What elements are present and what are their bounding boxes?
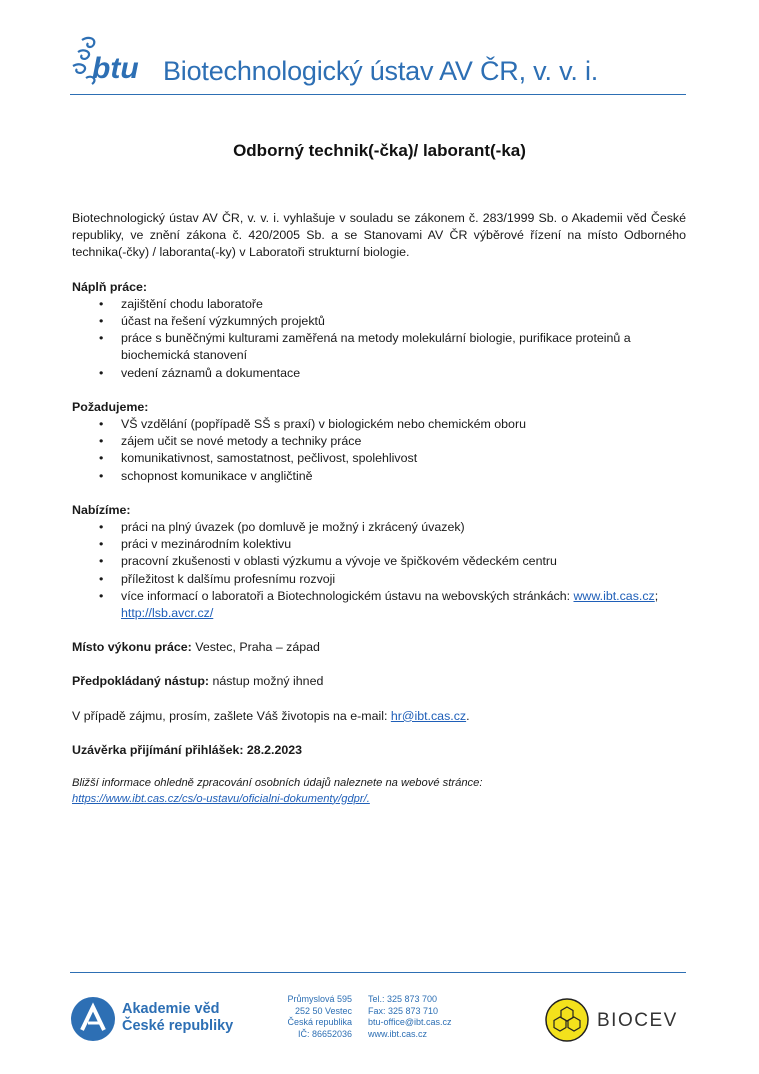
list-item: • schopnost komunikace v angličtině: [99, 468, 313, 483]
list-item: • vedení záznamů a dokumentace: [99, 365, 301, 380]
list-item: • komunikativnost, samostatnost, pečlivost, spolehlivost: [99, 451, 418, 466]
academy-logo-icon: [70, 996, 116, 1042]
list-item: • zajištění chodu laboratoře: [99, 296, 263, 311]
biocev-name: BIOCEV: [597, 1010, 678, 1031]
lsb-website-link[interactable]: http://lsb.avcr.cz/: [121, 606, 214, 621]
section-napln: [72, 279, 686, 382]
section-heading: Náplň práce:: [72, 279, 148, 294]
list-item: • pracovní zkušenosti v oblasti výzkumu a vývoje ve špičkovém vědeckém centru: [99, 554, 557, 569]
pozadujeme-list: [72, 416, 686, 485]
section-heading: Požadujeme:: [72, 399, 149, 414]
page-title: Odborný technik(-čka)/ laborant(-ka): [233, 141, 526, 160]
list-item: • práce s buněčnými kulturami zaměřená na metody molekulární biologie, purifikace proteinů a biochemická stanovení: [99, 331, 631, 363]
email-link[interactable]: hr@ibt.cas.cz: [390, 708, 467, 723]
napln-list: [72, 296, 686, 382]
section-nabizime: [72, 502, 686, 622]
svg-text:btu: btu: [92, 52, 139, 85]
btu-logo-icon: [70, 34, 156, 92]
deadline: Uzávěrka přijímání přihlášek: 28.2.2023: [72, 742, 303, 757]
header: [70, 34, 686, 96]
list-item: • práci v mezinárodním kolektivu: [99, 537, 292, 552]
section-pozadujeme: [72, 399, 686, 485]
place-of-work: Místo výkonu práce: Vestec, Praha – západ: [72, 640, 320, 655]
document-body: [72, 210, 686, 807]
institute-name: Biotechnologický ústav AV ČR, v. v. i.: [163, 56, 599, 86]
ibt-website-link[interactable]: www.ibt.cas.cz: [573, 588, 655, 603]
list-item: • příležitost k dalšímu profesnímu rozvoji: [99, 571, 336, 586]
list-item: • práci na plný úvazek (po domluvě je možný i zkrácený úvazek): [99, 520, 465, 535]
gdpr-note: Bližší informace ohledně zpracování osobních údajů naleznete na webové stránce:: [72, 777, 483, 790]
list-item: • zájem učit se nové metody a techniky práce: [99, 434, 362, 449]
list-item: • více informací o laboratoři a Biotechnologickém ústavu na webovských stránkách: www.ibt.cas.cz; http://lsb.avcr.cz/: [99, 588, 659, 621]
section-heading: Nabízíme:: [72, 502, 131, 517]
nabizime-list: [72, 519, 686, 622]
contact-line: V případě zájmu, prosím, zašlete Váš životopis na e-mail: hr@ibt.cas.cz.: [72, 708, 470, 723]
header-divider: [70, 94, 686, 95]
gdpr-link[interactable]: https://www.ibt.cas.cz/cs/o-ustavu/oficialni-dokumenty/gdpr/.: [72, 792, 370, 805]
biocev-logo-icon: [545, 998, 589, 1042]
list-item: • účast na řešení výzkumných projektů: [99, 314, 325, 329]
footer-divider: [70, 972, 686, 973]
academy-name: Akademie věd České republiky: [122, 1001, 234, 1034]
footer-contact: Tel.: 325 873 700 Fax: 325 873 710 btu-office@ibt.cas.cz www.ibt.cas.cz: [368, 994, 452, 1039]
footer-address: Průmyslová 595 252 50 Vestec Česká republika IČ: 86652036: [287, 994, 352, 1039]
list-item: • VŠ vzdělání (popřípadě SŠ s praxí) v biologickém nebo chemickém oboru: [99, 417, 526, 432]
intro-paragraph: Biotechnologický ústav AV ČR, v. v. i. vyhlašuje v souladu se zákonem č. 283/1999 Sb. o Akademii věd České republiky, ve znění zákona č. 420/2005 Sb. a se Stanovami AV ČR výběrové řízení na místo Odborného technika(-čky) / laboranta(-ky) v Laboratoři strukturní biologie.: [72, 211, 686, 260]
start-date: Předpokládaný nástup: nástup možný ihned: [72, 674, 324, 689]
